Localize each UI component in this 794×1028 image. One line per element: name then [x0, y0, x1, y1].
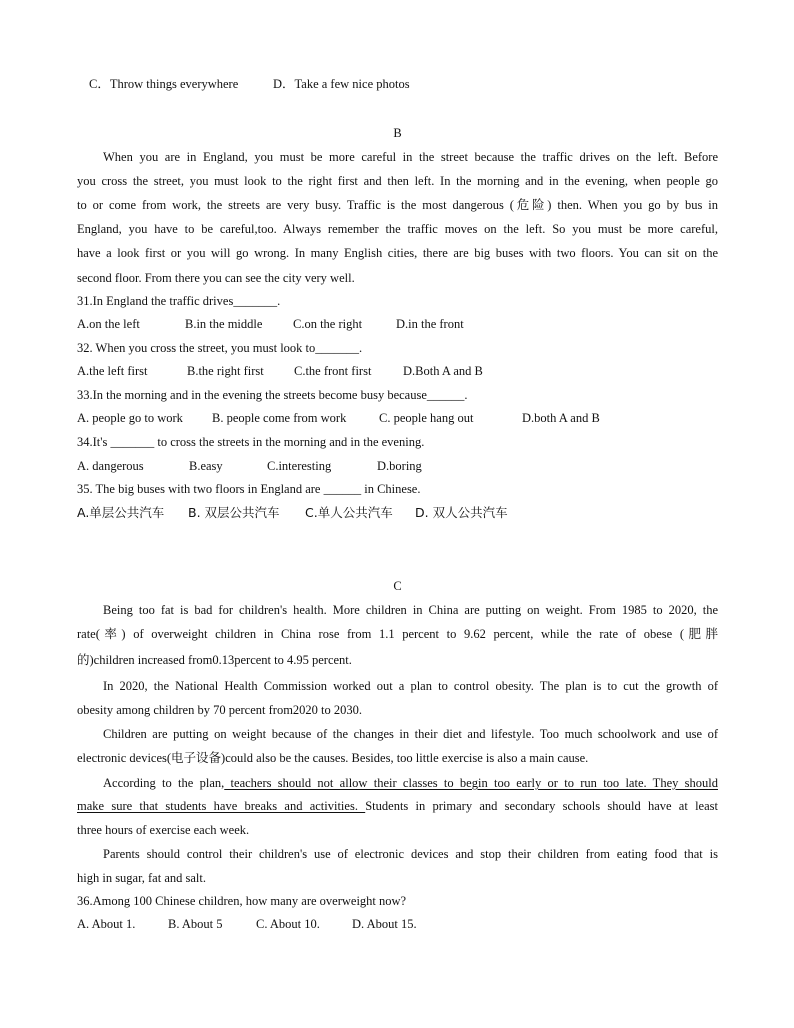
option-d: D.in the front: [396, 317, 464, 331]
option-b: B.in the middle: [185, 317, 263, 331]
option-b: B. About 5: [168, 917, 223, 931]
option-c: C.单人公共汽车: [305, 505, 393, 520]
question-31: 31.In England the traffic drives_______.: [77, 294, 281, 308]
question-35-options: [77, 505, 718, 521]
option-d: D.both A and B: [522, 411, 600, 425]
passage-b-line: you cross the street, you must look to the right first and then left. In the morning and in the evening, when people go: [77, 174, 718, 188]
passage-c-line: three hours of exercise each week.: [77, 823, 250, 837]
passage-c-line: Parents should control their children's use of electronic devices and stop their children from eating food that is: [103, 847, 718, 861]
option-c: C.on the right: [293, 317, 363, 331]
question-33-options: [77, 410, 718, 426]
passage-c-line: [77, 775, 718, 791]
option-d: D. About 15.: [352, 917, 417, 931]
prev-question-options: [89, 76, 730, 92]
option-b: B.the right first: [187, 364, 264, 378]
option-b: B.easy: [189, 459, 223, 473]
option-a: A. dangerous: [77, 459, 144, 473]
question-32-options: [77, 363, 718, 379]
passage-c-line: high in sugar, fat and salt.: [77, 871, 206, 885]
option-d: D．Take a few nice photos: [273, 77, 410, 91]
passage-c-line: Being too fat is bad for children's health. More children in China are putting on weight. From 1985 to 2020, the: [103, 603, 718, 617]
question-31-options: [77, 316, 718, 332]
plain-text: Students in primary and secondary schools should have at least: [365, 799, 718, 813]
option-b: B. 双层公共汽车: [188, 505, 280, 520]
passage-c-line: Children are putting on weight because of the changes in their diet and lifestyle. Too much schoolwork and use of: [103, 727, 718, 741]
question-36-options: [77, 916, 718, 932]
underlined-text: teachers should not allow their classes to begin too early or to run too late. They should: [224, 776, 718, 790]
question-34: 34.It's _______ to cross the streets in the morning and in the evening.: [77, 435, 425, 449]
passage-c-line: 的)children increased from0.13percent to 4.95 percent.: [77, 653, 352, 667]
plain-text: According to the plan,: [103, 776, 225, 790]
passage-c-line: obesity among children by 70 percent from2020 to 2030.: [77, 703, 363, 717]
passage-b-line: have a look first or you will go wrong. In many English cities, there are big buses with two floors. You can sit on the: [77, 246, 718, 260]
question-34-options: [77, 458, 718, 474]
section-b-heading: B: [393, 126, 402, 140]
option-a: A. About 1.: [77, 917, 136, 931]
option-d: D.boring: [377, 459, 422, 473]
question-32: 32. When you cross the street, you must look to_______.: [77, 341, 363, 355]
option-d: D.Both A and B: [403, 364, 483, 378]
passage-b-line: to or come from work, the streets are very busy. Traffic is the most dangerous (危险) then. When you go by bus in: [77, 198, 718, 212]
underlined-text: make sure that students have breaks and activities.: [77, 799, 366, 813]
option-b: B. people come from work: [212, 411, 347, 425]
passage-b-line: England, you have to be careful,too. Always remember the traffic moves on the left. So you must be more careful,: [77, 222, 718, 236]
passage-c-line: [77, 798, 718, 814]
option-c: C.the front first: [294, 364, 372, 378]
question-33: 33.In the morning and in the evening the streets become busy because______.: [77, 388, 468, 402]
passage-b-line: When you are in England, you must be more careful in the street because the traffic drives on the left. Before: [103, 150, 718, 164]
question-35: 35. The big buses with two floors in England are ______ in Chinese.: [77, 482, 421, 496]
passage-c-line: electronic devices(电子设备)could also be the causes. Besides, too little exercise is also a main cause.: [77, 751, 589, 765]
section-c-heading: C: [393, 579, 402, 593]
option-d: D. 双人公共汽车: [415, 505, 508, 520]
option-a: A. people go to work: [77, 411, 183, 425]
question-36: 36.Among 100 Chinese children, how many are overweight now?: [77, 894, 407, 908]
option-c: C. About 10.: [256, 917, 320, 931]
option-c: C．Throw things everywhere: [89, 77, 239, 91]
passage-c-line: In 2020, the National Health Commission worked out a plan to control obesity. The plan is to cut the growth of: [103, 679, 718, 693]
option-a: A.单层公共汽车: [77, 505, 165, 520]
passage-c-line: rate(率) of overweight children in China rose from 1.1 percent to 9.62 percent, while the rate of obese (肥胖: [77, 627, 718, 641]
option-a: A.the left first: [77, 364, 148, 378]
passage-b-line: second floor. From there you can see the city very well.: [77, 271, 355, 285]
option-c: C.interesting: [267, 459, 332, 473]
option-c: C. people hang out: [379, 411, 474, 425]
option-a: A.on the left: [77, 317, 140, 331]
